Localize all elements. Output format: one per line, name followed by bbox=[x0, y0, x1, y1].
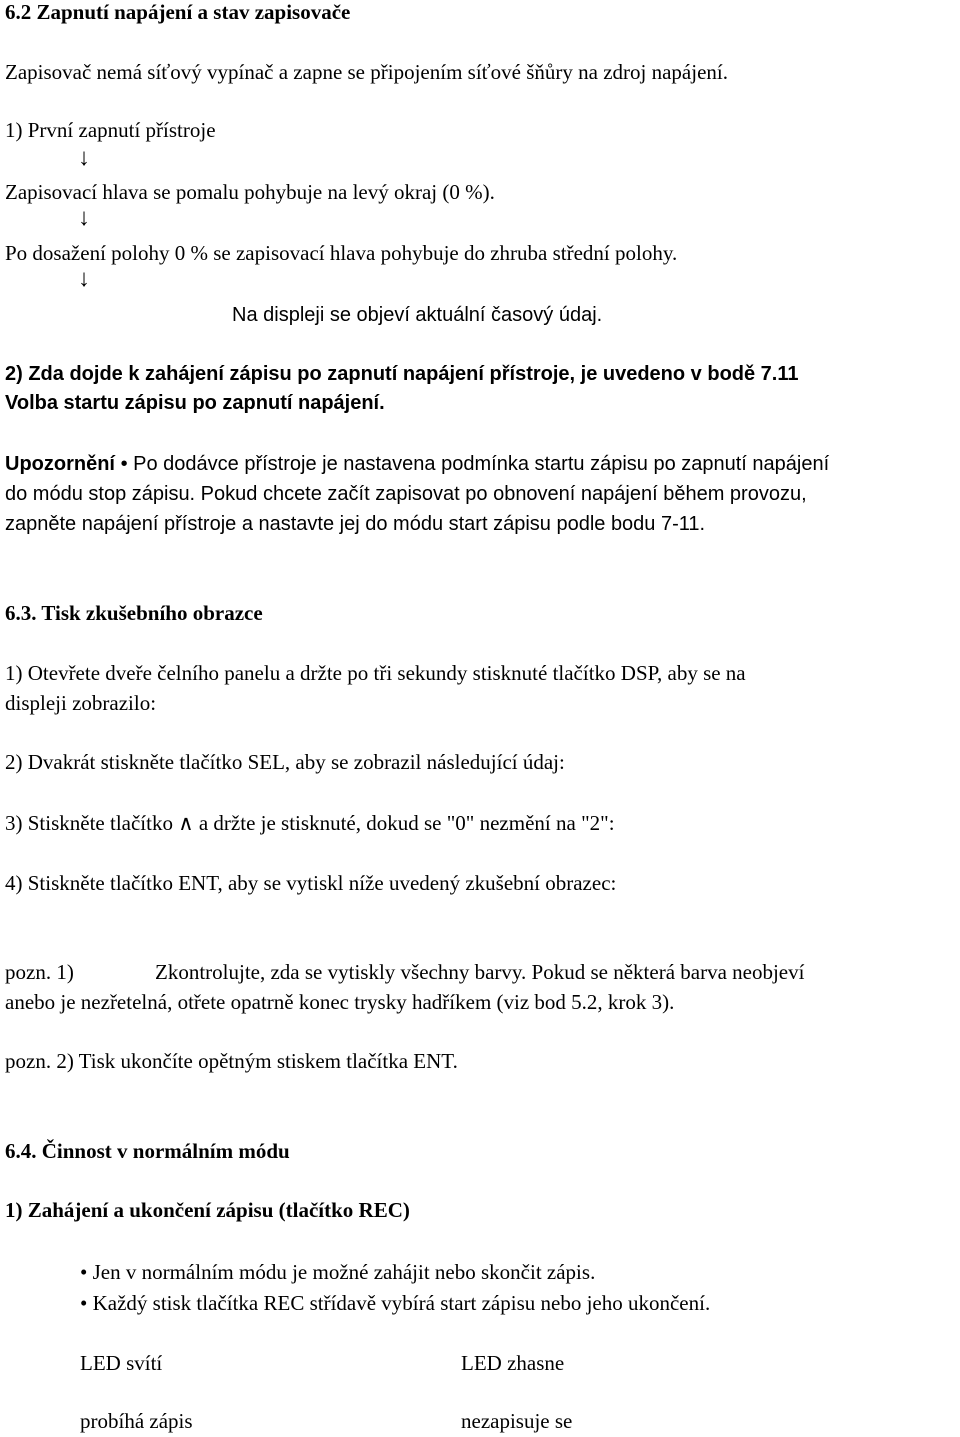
intro-paragraph: Zapisovač nemá síťový vypínač a zapne se připojením síťové šňůry na zdroj napájení. bbox=[5, 60, 728, 84]
bullet-item-2-text: Každý stisk tlačítka REC střídavě vybírá start zápisu nebo jeho ukončení. bbox=[92, 1291, 711, 1315]
recording-state-label: probíhá zápis bbox=[80, 1409, 193, 1433]
step-3 bbox=[5, 808, 615, 839]
note-1-text: Zkontrolujte, zda se vytiskly všechny barvy. Pokud se některá barva neobjeví bbox=[155, 960, 805, 984]
section-heading-6-2: 6.2 Zapnutí napájení a stav zapisovače bbox=[5, 0, 351, 24]
step-3-text-a: 3) Stiskněte tlačítko bbox=[5, 811, 173, 835]
bullet-icon: • bbox=[80, 1260, 88, 1284]
down-arrow-icon: ↓ bbox=[78, 266, 90, 292]
note-1-label: pozn. 1) bbox=[5, 960, 74, 984]
note-text-1: Po dodávce přístroje je nastavena podmínka startu zápisu po zapnutí napájení bbox=[133, 453, 830, 475]
bullet-item-1 bbox=[80, 1257, 595, 1288]
down-arrow-icon: ↓ bbox=[78, 145, 90, 171]
bullet-item-2 bbox=[80, 1288, 710, 1319]
caret-up-icon: ∧ bbox=[178, 811, 194, 835]
step-1-line-3: Na displeji se objeví aktuální časový údaj. bbox=[232, 304, 603, 326]
step-4: 4) Stiskněte tlačítko ENT, aby se vytiskl níže uvedený zkušební obrazec: bbox=[5, 871, 617, 895]
note-2: pozn. 2) Tisk ukončíte opětným stiskem tlačítka ENT. bbox=[5, 1049, 458, 1073]
step-1-line-2: displeji zobrazilo: bbox=[5, 691, 157, 715]
note-line-3: zapněte napájení přístroje a nastavte jej do módu start zápisu podle bodu 7-11. bbox=[5, 513, 706, 535]
bullet-icon: • bbox=[80, 1291, 88, 1315]
step-2-line-1: 2) Zda dojde k zahájení zápisu po zapnutí napájení přístroje, je uvedeno v bodě 7.11 bbox=[5, 363, 799, 385]
note-line-1 bbox=[5, 449, 829, 480]
step-2-line-2: Volba startu zápisu po zapnutí napájení. bbox=[5, 392, 385, 414]
note-1-line-2: anebo je nezřetelná, otřete opatrně konec trysky hadříkem (viz bod 5.2, krok 3). bbox=[5, 990, 675, 1014]
led-on-label: LED svítí bbox=[80, 1351, 163, 1375]
not-recording-state-label: nezapisuje se bbox=[461, 1409, 573, 1433]
step-2: 2) Dvakrát stiskněte tlačítko SEL, aby se zobrazil následující údaj: bbox=[5, 750, 565, 774]
section-heading-6-3: 6.3. Tisk zkušebního obrazce bbox=[5, 601, 263, 625]
note-line-2: do módu stop zápisu. Pokud chcete začít zapisovat po obnovení napájení během provozu, bbox=[5, 483, 807, 505]
sub-heading-rec: 1) Zahájení a ukončení zápisu (tlačítko REC) bbox=[5, 1198, 410, 1222]
section-heading-6-4: 6.4. Činnost v normálním módu bbox=[5, 1139, 290, 1163]
note-label: Upozornění bbox=[5, 453, 115, 475]
step-1-title: 1) První zapnutí přístroje bbox=[5, 118, 216, 142]
led-off-label: LED zhasne bbox=[461, 1351, 565, 1375]
step-1-line-1: 1) Otevřete dveře čelního panelu a držte po tři sekundy stisknuté tlačítko DSP, aby se na bbox=[5, 661, 746, 685]
step-1-line-1: Zapisovací hlava se pomalu pohybuje na levý okraj (0 %). bbox=[5, 180, 495, 204]
bullet-item-1-text: Jen v normálním módu je možné zahájit nebo skončit zápis. bbox=[92, 1260, 596, 1284]
bullet-icon: • bbox=[120, 453, 128, 475]
step-1-line-2: Po dosažení polohy 0 % se zapisovací hlava pohybuje do zhruba střední polohy. bbox=[5, 241, 678, 265]
down-arrow-icon: ↓ bbox=[78, 205, 90, 231]
note-1-line-1 bbox=[5, 957, 804, 988]
step-3-text-b: a držte je stisknuté, dokud se "0" nezmění na "2": bbox=[198, 811, 615, 835]
